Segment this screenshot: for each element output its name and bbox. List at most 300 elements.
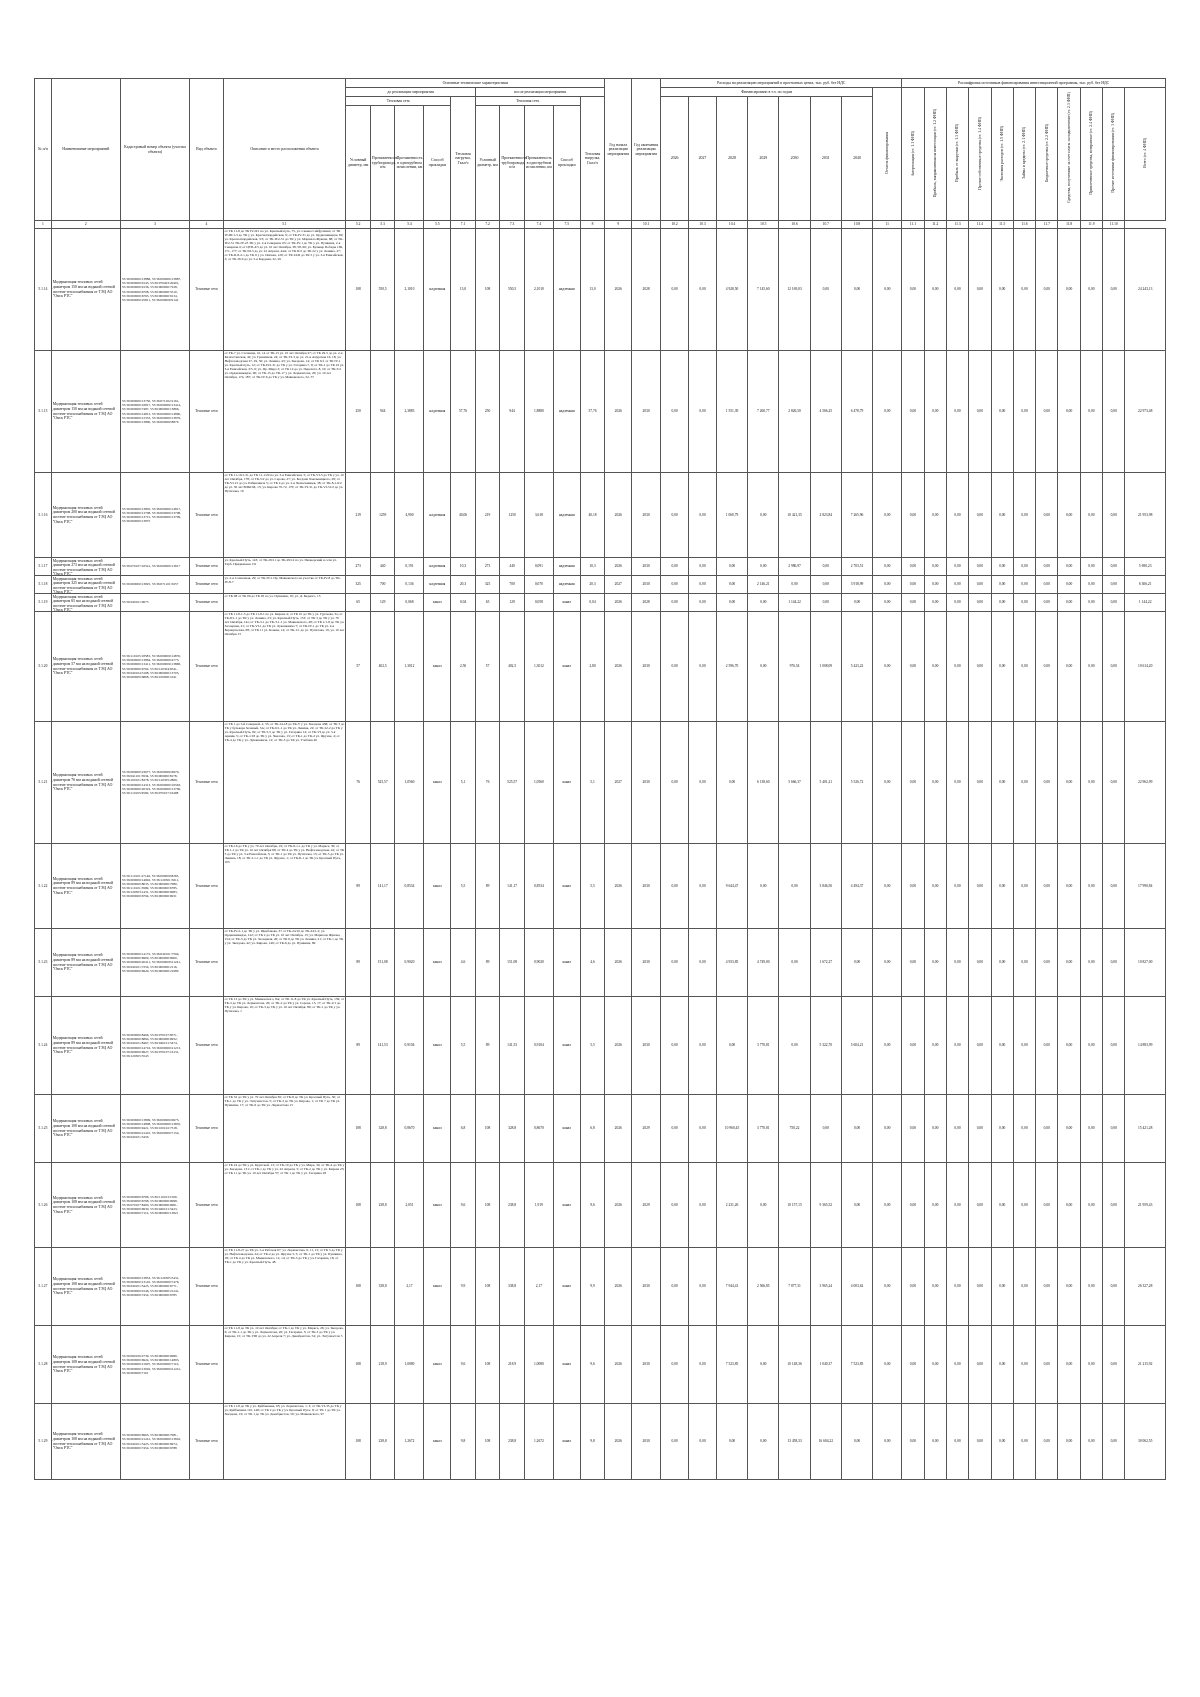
laying-after-text: канал — [562, 664, 572, 669]
source-amount — [946, 473, 968, 558]
km-after-text: 1,919 — [534, 1202, 543, 1207]
source-amount — [1080, 473, 1102, 558]
row-number — [35, 929, 52, 997]
source-amount-text: 0,00 — [954, 1202, 961, 1207]
km-after — [524, 576, 553, 594]
source-total — [1125, 594, 1166, 612]
load-after-text: 5,5 — [590, 1043, 595, 1048]
source-amount-text: 0,00 — [909, 512, 917, 517]
length-before-text: 238,8 — [378, 1439, 387, 1444]
km-before — [395, 558, 424, 576]
remaining-financing — [873, 1404, 902, 1480]
row-number-text: 5.1.19 — [38, 600, 48, 605]
km-before-text: 1,0560 — [404, 780, 415, 785]
source-amount-text: 0,00 — [1043, 1284, 1050, 1289]
header-year-2030: 2030 — [779, 97, 810, 221]
object-type — [190, 1095, 223, 1163]
length-before — [370, 1163, 395, 1248]
remaining-financing-text: 0,00 — [884, 512, 891, 517]
event-name-text: Модернизация тепловых сетей диаметром 273 мм на водяной сетевой системе теплоснабжения от ТЭЦ АО "Омск РТС" — [52, 558, 115, 577]
source-amount-text: 0,00 — [976, 1043, 984, 1048]
source-amount-text: 0,00 — [999, 960, 1006, 965]
source-amount — [1080, 997, 1102, 1095]
source-amount — [1058, 229, 1080, 351]
event-name-text: Модернизация тепловых сетей диаметром 108 мм на водяной сетевой системе теплоснабжения от ТЭЦ АО "Омск РТС" — [52, 1119, 115, 1138]
remaining-financing-text: 0,00 — [884, 1284, 891, 1289]
financed-year — [661, 576, 689, 594]
financed-year-text: 1 672,27 — [819, 960, 833, 965]
financed-year — [841, 576, 872, 594]
source-amount — [991, 612, 1013, 722]
cadastral-numbers — [120, 473, 189, 558]
load-before-text: 5,1 — [460, 780, 466, 785]
source-total-text: 22 962,99 — [1138, 780, 1153, 785]
load-before-text: 9,6 — [460, 1362, 466, 1367]
table-row — [35, 844, 1166, 929]
source-amount — [902, 576, 924, 594]
source-amount — [1013, 1248, 1035, 1326]
source-amount-text: 0,00 — [1021, 960, 1028, 965]
source-amount-text: 0,00 — [1043, 1043, 1050, 1048]
km-after — [524, 1404, 553, 1480]
laying-after — [553, 558, 580, 576]
cadastral-numbers-text: 55:36:110105:18583, 55:36:000000:14876, 55:36:000000:13864, 55:36:000000:4773, 55:36:000000:13411, 55:36:000000:13868, 55:36:000000:6764, 55:36:120304:6541, 55:36:040104:3168, 55:36:000000:13705, 55:36:000000:6808, 55:36:100000:1041 — [121, 654, 181, 679]
source-amount-text: 0,00 — [1088, 287, 1095, 292]
length-before-text: 129 — [379, 600, 386, 605]
km-after — [524, 229, 553, 351]
remaining-financing-text: 0,00 — [884, 600, 891, 605]
source-amount-text: 0,00 — [932, 664, 939, 669]
source-amount — [1080, 722, 1102, 844]
financed-year-text: 9 644,47 — [725, 883, 739, 888]
diameter-before — [346, 594, 371, 612]
source-amount-text: 0,00 — [1065, 883, 1073, 888]
financed-year — [748, 576, 779, 594]
source-amount-text: 0,00 — [1065, 1126, 1073, 1131]
location-description-text: от ТК 11-8 до ТК ул. 10 лет Октября; от ТК-1 до ТК у ул. Маркса, 26; ул. Звездова, 6; от ТК-1-1 до ТК у ул. Лермонтова, 20; ул. Гагарина, 5; от ТК-3 до ТК у ул. Кирова, 15; от ТК-VIII до ул. 22 Апреля 7; ул. Декабристов, 54; ул. Энтузиастов 5 — [224, 1326, 344, 1339]
source-total — [1125, 229, 1166, 351]
object-type-text: Тепловые сети — [195, 564, 218, 569]
load-before — [451, 576, 476, 594]
row-number — [35, 844, 52, 929]
source-amount-text: 0,00 — [1088, 1362, 1095, 1367]
laying-after — [553, 229, 580, 351]
column-number-row — [35, 221, 1166, 229]
source-amount-text: 0,00 — [1043, 564, 1050, 569]
financed-year-text: 0,00 — [728, 1439, 736, 1444]
source-amount — [991, 929, 1013, 997]
financed-year — [661, 844, 689, 929]
end-year-text: 2028 — [642, 600, 650, 605]
diameter-after-text: 76 — [485, 780, 490, 785]
diameter-before-text: 65 — [356, 600, 360, 605]
source-amount — [1103, 1163, 1125, 1248]
row-number-text: 5.1.27 — [38, 1284, 48, 1289]
column-number: 10.6 — [779, 221, 810, 229]
financed-year — [748, 1095, 779, 1163]
source-amount-text: 0,00 — [1021, 1202, 1028, 1207]
source-total — [1125, 1404, 1166, 1480]
load-before-text: 40,06 — [458, 512, 468, 517]
event-name — [51, 844, 120, 929]
diameter-after — [475, 1248, 500, 1326]
financed-year-text: 0,00 — [671, 960, 678, 965]
financed-year-text: 2 566,85 — [757, 1284, 770, 1289]
source-amount-text: 0,00 — [1088, 960, 1095, 965]
source-amount — [969, 1326, 991, 1404]
financed-year — [748, 1248, 779, 1326]
length-before-text: 944 — [379, 409, 386, 414]
location-description-text: от ТК 11-10/1-31 до ТК 11-1/20 по ул. 3-я Енисейская, 3; от ТК-VI-5 до ТК у ул. 10 лет Октября, 178; от ТК-5/2 до ул. Серова, 27; ул. Богдана Хмельницкого, 28; от ТК-VI-15 до ул. Рабиновича 5; от ТК 4 до ул. 2-я Челюскинцев, 38; от ТК-8-1-6/2 до ул. 30 лет ВЛКСМ, 15; ул. Кирова 70-72, 170; от ТК-VI-31 до ТК-VI-31/2 до ул. Путилова, 19 — [224, 473, 344, 494]
column-number: 7.3 — [500, 221, 525, 229]
load-before-text: 9,8 — [460, 1439, 466, 1444]
source-amount-text: 0,00 — [1043, 1202, 1050, 1207]
location-description — [223, 722, 346, 844]
laying-before — [424, 844, 451, 929]
km-before — [395, 722, 424, 844]
row-number — [35, 473, 52, 558]
source-amount — [902, 594, 924, 612]
source-amount-text: 0,00 — [1088, 600, 1095, 605]
financed-year-text: 0,00 — [699, 1362, 706, 1367]
financed-year-text: 16 604,22 — [818, 1439, 833, 1444]
source-amount — [1080, 1326, 1102, 1404]
event-name-text: Модернизация тепловых сетей диаметром 200 мм на водяной сетевой системе теплоснабжения от ТЭЦ АО "Омск РТС" — [52, 505, 115, 524]
source-amount-text: 0,00 — [954, 1362, 961, 1367]
source-amount-text: 0,00 — [932, 600, 939, 605]
column-number: 10.2 — [661, 221, 689, 229]
source-amount-text: 0,00 — [932, 1284, 939, 1289]
source-amount — [1036, 594, 1058, 612]
start-year — [605, 229, 632, 351]
cadastral-numbers — [120, 576, 189, 594]
source-amount — [1103, 576, 1125, 594]
length-after-text: 402,5 — [508, 664, 517, 669]
length-before-text: 338,8 — [378, 1284, 387, 1289]
event-name-text: Модернизация тепловых сетей диаметром 89 мм на водяной сетевой системе теплоснабжения от ТЭЦ АО "Омск РТС" — [52, 876, 114, 895]
source-amount — [1013, 473, 1035, 558]
source-amount-text: 0,00 — [1065, 564, 1073, 569]
diameter-before — [346, 612, 371, 722]
laying-after-text: канал — [562, 600, 572, 605]
location-description — [223, 1163, 346, 1248]
location-description — [223, 594, 346, 612]
end-year — [632, 997, 661, 1095]
object-type-text: Тепловые сети — [195, 1202, 218, 1207]
source-amount-text: 0,00 — [1021, 512, 1028, 517]
object-type-text: Тепловые сети — [195, 960, 218, 965]
header-src-10: Прочие источники финансирования (ст. 3 ФНП) — [1103, 88, 1125, 221]
laying-after — [553, 351, 580, 473]
diameter-before — [346, 351, 371, 473]
financed-year-text: 6 478,79 — [850, 409, 864, 414]
source-amount — [991, 1163, 1013, 1248]
financed-year-text: 976,54 — [789, 664, 800, 669]
cadastral-numbers-text: 55:36:000000:23677, 55:36:000000:6970, 55:36:041101:5934, 55:36:000000:8178, 55:36:100101:8378, 55:36:120305:2869, 55:36:000000:14313, 55:36:000000:16563, 55:36:000000:20319, 55:36:000000:13706, 55:36:110105:6560, 55:36:070107:16498 — [121, 770, 181, 795]
laying-after — [553, 1163, 580, 1248]
source-amount — [1103, 1095, 1125, 1163]
km-after — [524, 722, 553, 844]
source-amount — [969, 594, 991, 612]
source-amount — [1058, 1326, 1080, 1404]
row-number-text: 5.1.22 — [38, 883, 48, 888]
financed-year — [748, 1404, 779, 1480]
financed-year — [810, 997, 841, 1095]
source-amount — [1058, 844, 1080, 929]
end-year-text: 2030 — [642, 1362, 650, 1367]
length-before-text: 1259 — [379, 512, 387, 517]
cadastral-numbers-text: 55:36:090106:2739, 55:36:000000:6980, 55:36:000000:6924, 55:36:000000:14893, 55:36:000000:21607, 55:36:000000:7110, 55:36:000000:13092, 55:36:000000:21241, 55:36:000000:7101 — [121, 1354, 181, 1375]
source-amount — [946, 997, 968, 1095]
financed-year-text: 0,00 — [822, 564, 829, 569]
table-row — [35, 722, 1166, 844]
header-row-num: № п/п — [35, 79, 52, 221]
object-type — [190, 351, 223, 473]
source-amount — [969, 558, 991, 576]
source-amount-text: 0,00 — [1021, 564, 1028, 569]
cadastral-numbers-text: 55:36:000000:13853, 55:36:120305:5431, 55:36:000000:13145, 55:36:000000:7476, 55:36:040101:5425, 55:36:000000:6771, 55:36:000000:9146, 55:36:000000:21241, 55:36:000000:7454, 55:36:000000:6785 — [121, 1276, 180, 1297]
source-amount — [1080, 576, 1102, 594]
financed-year-text: 0,00 — [671, 664, 678, 669]
header-cadastral: Кадастровый номер объекта (участка объекта) — [120, 79, 189, 221]
length-before-text: 550,5 — [378, 287, 387, 292]
laying-before — [424, 473, 451, 558]
remaining-financing — [873, 1326, 902, 1404]
financed-year — [661, 929, 689, 997]
financed-year — [716, 594, 747, 612]
end-year — [632, 1404, 661, 1480]
object-type-text: Тепловые сети — [195, 1439, 218, 1444]
diameter-before-text: 219 — [355, 512, 361, 517]
source-amount-text: 0,00 — [1021, 1362, 1028, 1367]
source-amount-text: 0,00 — [1021, 1439, 1028, 1444]
diameter-before-text: 57 — [356, 664, 360, 669]
load-before — [451, 558, 476, 576]
diameter-after — [475, 1163, 500, 1248]
event-name — [51, 997, 120, 1095]
laying-before-text: канал — [433, 883, 442, 888]
row-number — [35, 997, 52, 1095]
source-amount-text: 0,00 — [1021, 1284, 1028, 1289]
row-number — [35, 1163, 52, 1248]
financed-year — [748, 558, 779, 576]
source-amount — [1036, 844, 1058, 929]
header-src-6: Займы и кредиты (ст. 2.1 ФНП) — [1013, 88, 1035, 221]
source-total — [1125, 929, 1166, 997]
remaining-financing-text: 0,00 — [884, 409, 891, 414]
km-after-text: 0,8670 — [533, 1126, 544, 1131]
financed-year-text: 1 008,09 — [819, 664, 833, 669]
source-amount — [991, 1404, 1013, 1480]
laying-before-text: надземная — [429, 287, 446, 292]
source-amount-text: 0,00 — [954, 1439, 961, 1444]
end-year-text: 2029 — [642, 1126, 650, 1131]
cadastral-numbers-text: 55:36:000000:6786, 55:36:110103:1560, 55:36:000000:6768, 55:36:000000:6998, 55:36:070107:8400, 55:36:000000:6961, 55:36:000000:6930, 55:36:040101:5423, 55:36:000000:7112, 55:36:000000:13821 — [121, 1194, 179, 1216]
source-amount — [991, 1095, 1013, 1163]
source-amount — [1103, 997, 1125, 1095]
financed-year — [661, 612, 689, 722]
cadastral-numbers — [120, 612, 189, 722]
header-end-year: Год окончания реализации мероприятия — [632, 79, 661, 221]
load-after-text: 9,6 — [590, 1202, 595, 1207]
column-number: 7.4 — [524, 221, 553, 229]
length-before — [370, 929, 395, 997]
km-after — [524, 1248, 553, 1326]
diameter-after-text: 89 — [485, 1043, 490, 1048]
row-number — [35, 1326, 52, 1404]
source-amount-text: 0,00 — [954, 512, 961, 517]
financed-year — [661, 722, 689, 844]
source-amount-text: 0,00 — [954, 600, 961, 605]
load-after — [580, 558, 605, 576]
laying-after-text: надземная — [558, 512, 575, 517]
km-before-text: 0,8670 — [404, 1126, 415, 1131]
laying-before-text: канал — [433, 600, 442, 605]
diameter-before-text: 108 — [355, 1202, 361, 1207]
source-amount-text: 0,00 — [999, 287, 1006, 292]
row-number-text: 5.1.28 — [38, 1362, 48, 1367]
source-amount-text: 0,00 — [976, 1439, 984, 1444]
row-number — [35, 722, 52, 844]
column-number: 11.3 — [946, 221, 968, 229]
diameter-before-text: 250 — [355, 409, 361, 414]
financed-year-text: 7 523,85 — [725, 1362, 739, 1367]
source-amount — [1013, 929, 1035, 997]
source-amount — [946, 612, 968, 722]
length-before — [370, 351, 395, 473]
source-amount-text: 0,00 — [1021, 600, 1028, 605]
source-amount — [969, 722, 991, 844]
source-amount — [924, 929, 946, 997]
financed-year — [689, 576, 717, 594]
laying-before — [424, 594, 451, 612]
financed-year — [716, 844, 747, 929]
source-amount-text: 0,00 — [909, 287, 917, 292]
source-amount-text: 0,00 — [1110, 409, 1117, 414]
km-before — [395, 844, 424, 929]
source-total-text: 22 973,48 — [1138, 409, 1153, 414]
financed-year-text: 12 169,03 — [787, 287, 802, 292]
source-amount-text: 0,00 — [932, 512, 939, 517]
source-amount-text: 0,00 — [1088, 1284, 1095, 1289]
object-type-text: Тепловые сети — [195, 600, 218, 605]
event-name — [51, 351, 120, 473]
financed-year-text: 2 826,50 — [788, 409, 801, 414]
financed-year — [810, 594, 841, 612]
header-src-5: Экономия расходов (ст. 1.5 ФНП) — [991, 88, 1013, 221]
financed-year — [810, 576, 841, 594]
object-type — [190, 594, 223, 612]
laying-after-text: канал — [562, 1439, 572, 1444]
source-total — [1125, 612, 1166, 722]
start-year — [605, 612, 632, 722]
cadastral-numbers — [120, 229, 189, 351]
load-after — [580, 1404, 605, 1480]
remaining-financing-text: 0,00 — [884, 1043, 891, 1048]
cadastral-numbers-text: 55:36:000000:13825, 55:36:071101:5657 — [121, 582, 179, 587]
source-amount-text: 0,00 — [1021, 582, 1028, 587]
financed-year-text: 0,00 — [822, 1126, 829, 1131]
source-total — [1125, 1248, 1166, 1326]
object-type-text: Тепловые сети — [195, 1126, 218, 1131]
header-financed: Финансировано в т.ч. по годам — [661, 88, 873, 97]
location-description-text: от ТК 11-8-27 до ТК ул. 5-я Рабочая 67; ул. Лермонтова, 9, 11, 13; от ТК 5 до ТК у ул. Нефтезаводская, 24; от ТК-2 до ул. Фрунзе 3, 5; от ТК-1 до ТК у ул. Пушкина, 18; от ТК 4 до ТК ул. Маяковского, 12, 14; от ТК-3 до ТК у ул. Гагарина, 16; от ТК-1 до ТК у ул. Красный Путь, 48 — [224, 1248, 343, 1265]
financed-year — [748, 594, 779, 612]
column-number: 5.1 — [223, 221, 346, 229]
source-amount — [1080, 844, 1102, 929]
financed-year — [661, 594, 689, 612]
financed-year-text: 7 260,77 — [757, 409, 770, 414]
object-type — [190, 1326, 223, 1404]
financed-year — [841, 844, 872, 929]
diameter-before — [346, 722, 371, 844]
source-amount — [902, 612, 924, 722]
column-number: 11 — [873, 221, 902, 229]
financed-year — [661, 997, 689, 1095]
load-before-text: 6,8 — [460, 1126, 466, 1131]
object-type — [190, 722, 223, 844]
event-name-text: Модернизация тепловых сетей диаметром 108 мм на водяной сетевой системе теплоснабжения от ТЭЦ АО "Омск РТС" — [52, 1195, 115, 1214]
length-before — [370, 1095, 395, 1163]
location-description — [223, 576, 346, 594]
financed-year — [689, 594, 717, 612]
financed-year — [779, 576, 810, 594]
source-amount — [1058, 722, 1080, 844]
object-type — [190, 1163, 223, 1248]
source-amount-text: 0,00 — [999, 1439, 1006, 1444]
source-amount — [946, 558, 968, 576]
source-amount — [1036, 612, 1058, 722]
start-year — [605, 844, 632, 929]
source-amount — [902, 997, 924, 1095]
location-description — [223, 844, 346, 929]
cadastral-numbers — [120, 1248, 189, 1326]
km-before — [395, 1095, 424, 1163]
load-before — [451, 997, 476, 1095]
source-amount-text: 0,00 — [932, 1439, 939, 1444]
financed-year — [779, 1404, 810, 1480]
end-year — [632, 1163, 661, 1248]
financed-year — [841, 722, 872, 844]
column-number: 11.9 — [1080, 221, 1102, 229]
source-amount — [991, 576, 1013, 594]
location-description-text: от ТК-16 до ТК у ул. 70 лет Октября, 19; от ТК-8-1-1 до ТК у ул. Маркса, 30; от ТК 1-1 до ТК ул. 10 лет Октября 89; от ТК 4 до ТК у ул. Нефтезаводская, 42; от ТК 3 до ТК у ул. 3-я Енисейская, 3; от ТК-1 до ТК ул. Путилова, 15; от ТК-5 до ТК ул. Ленина, 18; от ТК 2-1-1 до ТК ул. Фрунзе, 1; от ТК-Б-1 до ТК ул. Красный Путь, 105 — [224, 844, 345, 865]
financed-year-text: 2 823,84 — [819, 512, 833, 517]
end-year — [632, 722, 661, 844]
end-year-text: 2030 — [642, 664, 650, 669]
laying-before-text: канал — [433, 1362, 442, 1367]
km-after — [524, 929, 553, 997]
laying-before — [424, 576, 451, 594]
financed-year — [779, 612, 810, 722]
length-before — [370, 612, 395, 722]
source-amount-text: 0,00 — [932, 883, 939, 888]
load-after-text: 13,0 — [589, 287, 596, 292]
diameter-after-text: 57 — [485, 664, 490, 669]
source-amount — [969, 929, 991, 997]
km-after-text: 0,091 — [534, 564, 543, 569]
event-name-text: Модернизация тепловых сетей диаметром 65 мм на водяной сетевой системе теплоснабжения от ТЭЦ АО "Омск РТС" — [52, 594, 114, 613]
source-amount-text: 0,00 — [976, 780, 984, 785]
load-before-text: 2,50 — [459, 664, 467, 669]
load-after-text: 10,3 — [589, 564, 596, 569]
length-before — [370, 997, 395, 1095]
financed-year-text: 0,00 — [791, 960, 798, 965]
header-source-group: Расшифровка источников финансирования инвестиционной программы, тыс. руб. без НДС — [902, 79, 1166, 88]
laying-after — [553, 594, 580, 612]
header-src-total: Всего (ст. 4 ФНП) — [1125, 88, 1166, 221]
length-before — [370, 558, 395, 576]
